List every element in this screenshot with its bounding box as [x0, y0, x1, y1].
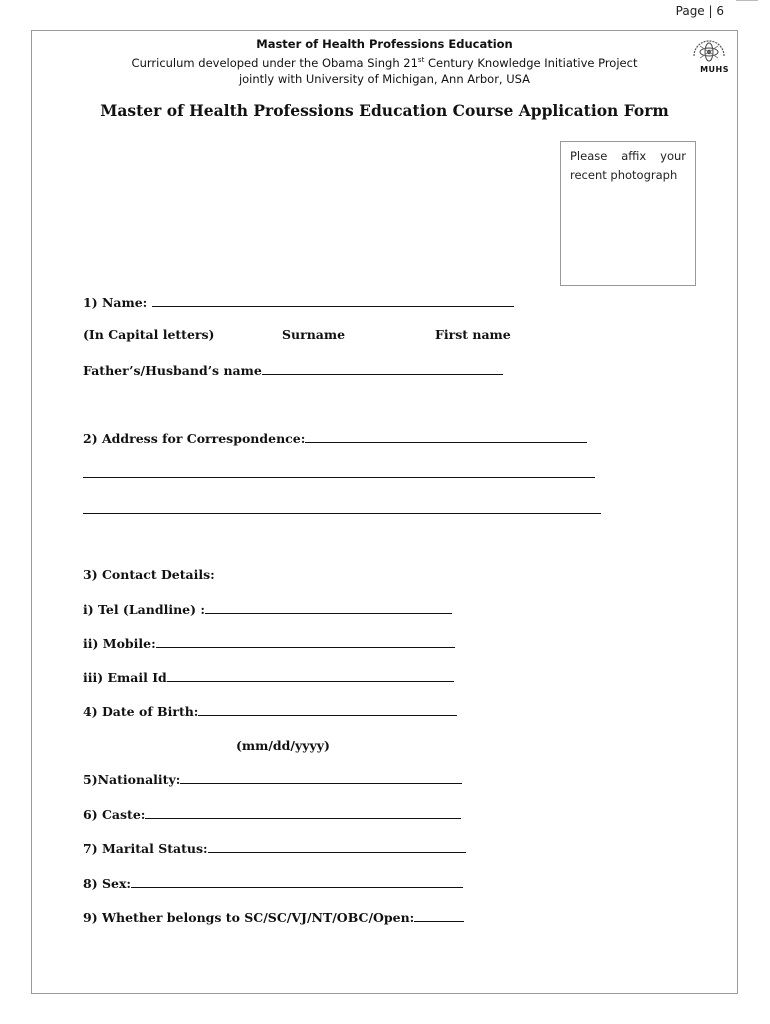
name-row: [83, 294, 514, 310]
document-header: [31, 36, 738, 87]
dob-label: 4) Date of Birth:: [83, 704, 199, 719]
caste-label: 6) Caste:: [83, 807, 146, 822]
address-field-1[interactable]: [305, 430, 587, 443]
address-label: 2) Address for Correspondence:: [83, 431, 306, 446]
photo-box[interactable]: Please affix your recent photograph: [560, 141, 696, 286]
form-title: Master of Health Professions Education Course Application Form: [100, 101, 669, 120]
dob-row: [83, 703, 457, 719]
name-field[interactable]: [152, 294, 514, 307]
nationality-row: [83, 771, 462, 787]
sex-row: [83, 875, 463, 891]
email-field[interactable]: [167, 669, 454, 682]
dob-field[interactable]: [198, 703, 457, 716]
father-row: [83, 362, 503, 378]
address-field-2[interactable]: [83, 477, 595, 478]
nationality-label: 5)Nationality:: [83, 772, 181, 787]
header-line-2: [31, 52, 738, 71]
tel-field[interactable]: [205, 601, 452, 614]
address-row: [83, 430, 587, 446]
capital-letters-label: (In Capital letters): [83, 327, 215, 342]
header-line-1: Master of Health Professions Education: [256, 37, 513, 51]
name-caption-row: [83, 327, 214, 342]
logo-text: MUHS: [700, 65, 729, 74]
sex-field[interactable]: [131, 875, 463, 888]
tel-row: [83, 601, 452, 617]
email-row: [83, 669, 454, 685]
marital-row: [83, 840, 466, 856]
marital-field[interactable]: [208, 840, 466, 853]
caste-field[interactable]: [145, 806, 461, 819]
address-field-3[interactable]: [83, 513, 601, 514]
first-name-label: First name: [435, 327, 511, 342]
page-corner-rule: [736, 0, 758, 1]
surname-label: Surname: [282, 327, 346, 342]
mobile-label: ii) Mobile:: [83, 636, 156, 651]
page-number: Page | 6: [675, 4, 724, 18]
father-label: Father’s/Husband’s name: [83, 363, 262, 378]
dob-format-hint: (mm/dd/yyyy): [236, 738, 330, 753]
category-row: [83, 909, 464, 925]
header-line-3: jointly with University of Michigan, Ann Arbor, USA: [238, 71, 531, 86]
contact-heading: 3) Contact Details:: [83, 567, 215, 582]
category-field[interactable]: [414, 909, 464, 922]
nationality-field[interactable]: [180, 771, 462, 784]
email-label: iii) Email Id: [83, 670, 167, 685]
mobile-field[interactable]: [156, 635, 455, 648]
name-label: 1) Name:: [83, 295, 148, 310]
caste-row: [83, 806, 461, 822]
header-line-2-text: Curriculum developed under the Obama Singh 21: [131, 55, 418, 70]
mobile-row: [83, 635, 455, 651]
category-label: 9) Whether belongs to SC/SC/VJ/NT/OBC/Open:: [83, 910, 415, 925]
marital-label: 7) Marital Status:: [83, 841, 208, 856]
tel-label: i) Tel (Landline) :: [83, 602, 205, 617]
header-line-2-tail: Century Knowledge Initiative Project: [424, 55, 638, 70]
sex-label: 8) Sex:: [83, 876, 132, 891]
header-superscript: st: [417, 56, 425, 64]
father-field[interactable]: [262, 362, 503, 375]
